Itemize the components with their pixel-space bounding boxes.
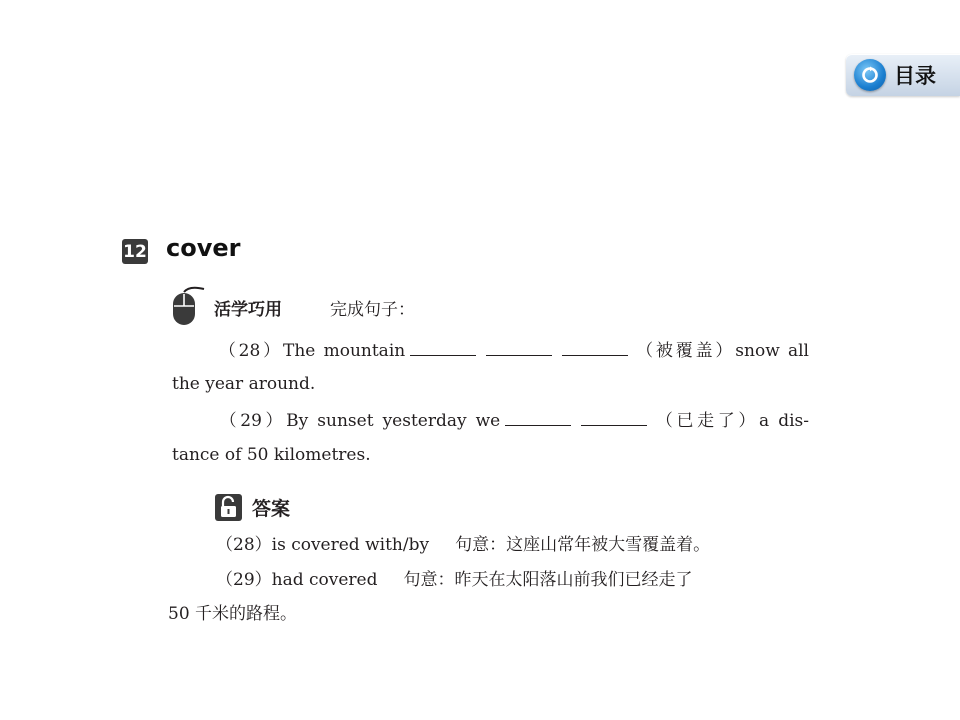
q28-prefix: （28）The mountain bbox=[216, 341, 406, 361]
question-29-line1 bbox=[172, 404, 809, 438]
toc-label: 目录 bbox=[894, 64, 936, 88]
q28-hint: （被覆盖）snow all bbox=[633, 341, 809, 361]
unlock-icon bbox=[215, 494, 242, 521]
q28-blank-3[interactable] bbox=[562, 337, 628, 356]
answer-28 bbox=[216, 528, 710, 562]
q29-prefix: （29）By sunset yesterday we bbox=[216, 411, 501, 431]
answer-29-meaning: 句意：昨天在太阳落山前我们已经走了 bbox=[403, 570, 693, 590]
answer-28-text: （28）is covered with/by bbox=[216, 535, 430, 555]
question-29-line2: tance of 50 kilometres. bbox=[172, 445, 371, 465]
q29-blank-1[interactable] bbox=[505, 407, 571, 426]
section-instruction: 完成句子： bbox=[330, 300, 415, 320]
answer-29-text: （29）had covered bbox=[216, 570, 378, 590]
answer-28-meaning: 句意：这座山常年被大雪覆盖着。 bbox=[455, 535, 711, 555]
question-28-line2: the year around. bbox=[172, 374, 316, 394]
q29-hint: （已走了）a dis- bbox=[652, 411, 809, 431]
q28-blank-1[interactable] bbox=[410, 337, 476, 356]
item-number-badge: 12 bbox=[122, 239, 148, 264]
section-title: 活学巧用 bbox=[214, 300, 282, 320]
item-word: cover bbox=[166, 234, 241, 262]
q29-blank-2[interactable] bbox=[581, 407, 647, 426]
mouse-icon bbox=[170, 286, 210, 328]
refresh-icon bbox=[854, 59, 886, 91]
question-28-line1 bbox=[172, 334, 809, 368]
answer-29 bbox=[216, 563, 693, 597]
answer-title: 答案 bbox=[252, 498, 291, 520]
toc-button[interactable] bbox=[846, 54, 960, 96]
answer-29-continued: 50 千米的路程。 bbox=[168, 604, 298, 624]
q28-blank-2[interactable] bbox=[486, 337, 552, 356]
